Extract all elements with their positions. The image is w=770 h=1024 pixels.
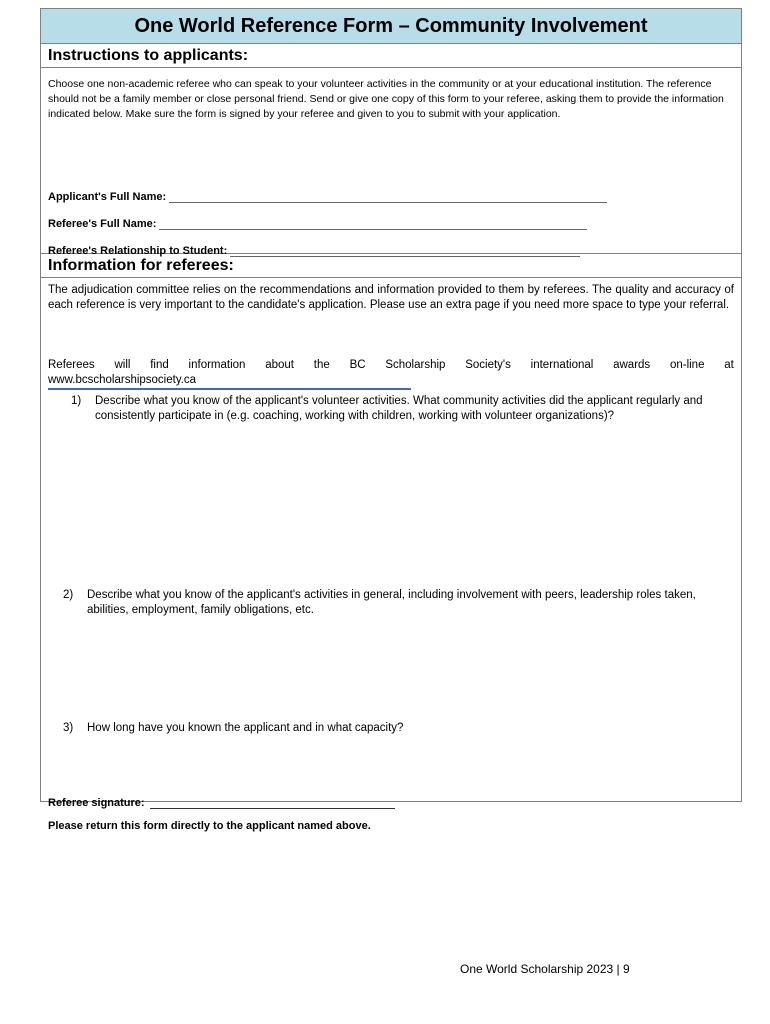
question-text: Describe what you know of the applicant's volunteer activities. What community activities did the applicant regularly and consistently participate in (e.g. coaching, working with children, working with volunteer organizations)? — [95, 395, 703, 422]
question-1 — [71, 394, 736, 424]
instructions-text: Choose one non-academic referee who can speak to your volunteer activities in the community or at your educational institution. The reference should not be a family member or close personal friend. Send or give one copy of this form to your referee, asking them to provide the information indicated below. Make sure the form is signed by your referee and given to you to submit with your application. — [48, 78, 724, 120]
referee-name-field[interactable] — [48, 218, 587, 230]
question-number: 3) — [63, 722, 74, 734]
question-number: 1) — [71, 395, 82, 407]
question-3 — [63, 721, 728, 736]
page-footer: One World Scholarship 2023 | 9 — [460, 962, 630, 976]
signature-line[interactable] — [150, 797, 395, 809]
question-text: How long have you known the applicant and in what capacity? — [87, 722, 404, 734]
form-title: One World Reference Form – Community Involvement — [41, 9, 741, 44]
question-number: 2) — [63, 589, 74, 601]
applicant-name-line[interactable] — [169, 191, 607, 203]
reference-form — [40, 8, 742, 832]
relationship-label: Referee's Relationship to Student: — [48, 245, 228, 257]
applicant-name-label: Applicant's Full Name: — [48, 191, 167, 203]
referee-name-label: Referee's Full Name: — [48, 218, 157, 230]
instructions-heading: Instructions to applicants: — [41, 44, 741, 68]
society-website-link[interactable]: www.bcscholarshipsociety.ca — [48, 373, 411, 390]
instructions-section — [41, 68, 741, 257]
referees-heading: Information for referees: — [41, 254, 741, 278]
referees-find-line: Referees will find information about the BC Scholarship Society's international awards on-line at — [48, 359, 734, 371]
signature-field[interactable] — [48, 797, 395, 809]
question-text: Describe what you know of the applicant's activities in general, including involvement with peers, leadership roles taken, abilities, employment, family obligations, etc. — [87, 589, 696, 616]
applicant-name-field[interactable] — [48, 191, 607, 203]
signature-label: Referee signature: — [48, 797, 145, 809]
return-note: Please return this form directly to the applicant named above. — [48, 820, 371, 832]
referees-section — [41, 278, 741, 832]
relationship-line[interactable] — [230, 245, 580, 257]
referees-text: The adjudication committee relies on the recommendations and information provided to them by referees. The quality and accuracy of each reference is very important to the candidate's application. Please use an extra page if you need more space to type your referral. — [48, 284, 734, 311]
referee-name-line[interactable] — [159, 218, 587, 230]
question-2 — [63, 588, 728, 618]
relationship-field[interactable] — [48, 245, 580, 257]
